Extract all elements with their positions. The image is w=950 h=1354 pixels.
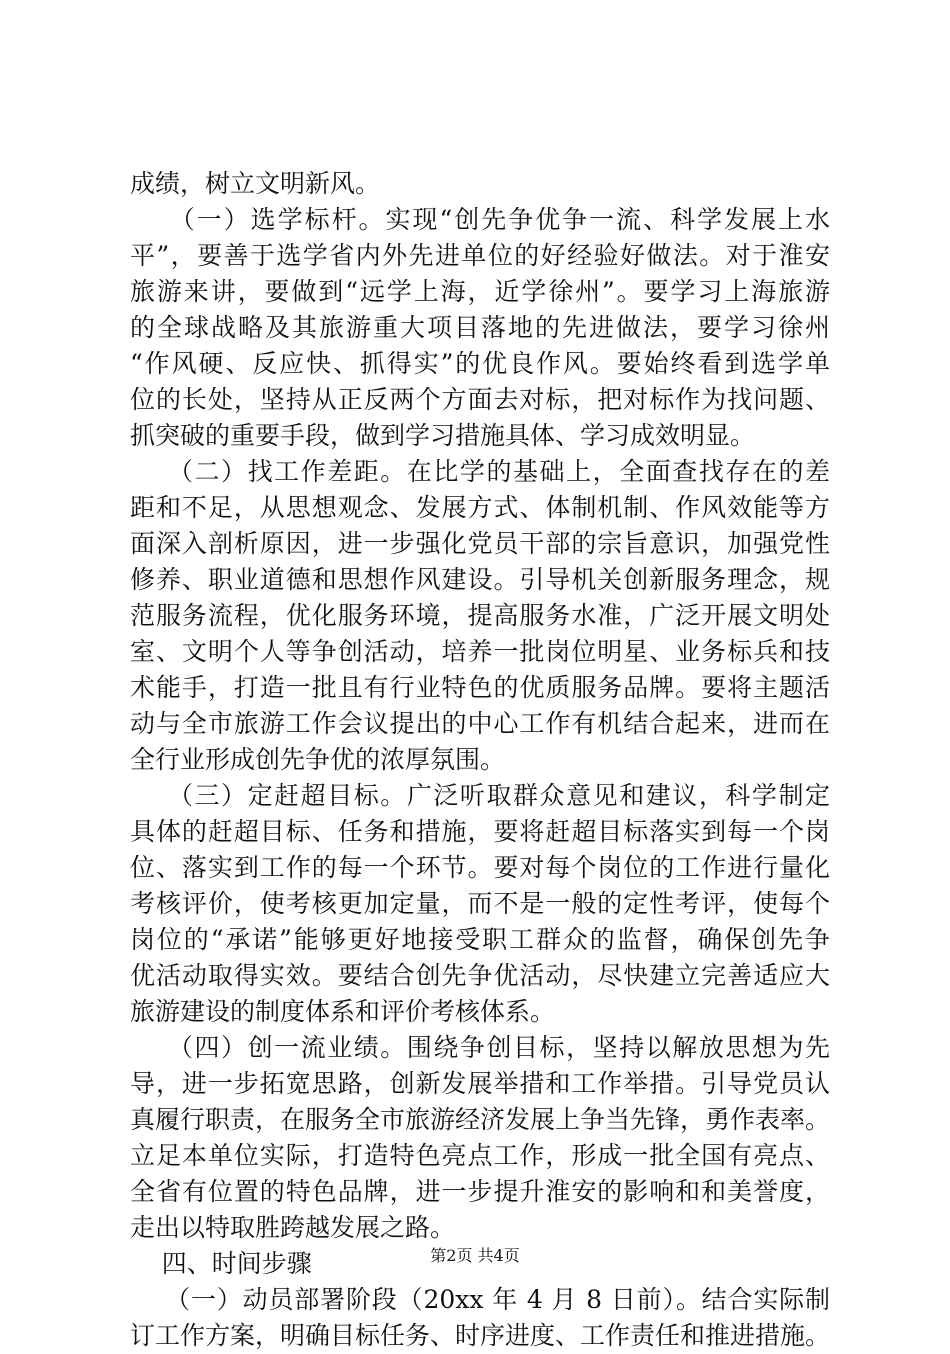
text-line: 全省有位置的特色品牌，进一步提升淮安的影响和和美誉度， <box>130 1177 830 1206</box>
text-line: 室、文明个人等争创活动，培养一批岗位明星、业务标兵和技 <box>130 637 830 666</box>
text-line: 真履行职责，在服务全市旅游经济发展上争当先锋，勇作表率。 <box>130 1105 830 1134</box>
text-line: （三）定赶超目标。广泛听取群众意见和建议，科学制定 <box>130 781 830 810</box>
text-line: 考核评价，使考核更加定量，而不是一般的定性考评，使每个 <box>130 889 830 918</box>
text-line: （一）选学标杆。实现“创先争优争一流、科学发展上水 <box>130 205 830 234</box>
text-line: 旅游来讲，要做到“远学上海，近学徐州”。要学习上海旅游 <box>130 277 830 306</box>
text-line: 位的长处，坚持从正反两个方面去对标，把对标作为找问题、 <box>130 385 830 414</box>
text-line: 订工作方案，明确目标任务、时序进度、工作责任和推进措施。 <box>130 1321 830 1350</box>
text-line: 岗位的“承诺”能够更好地接受职工群众的监督，确保创先争 <box>130 925 830 954</box>
text-line: 导，进一步拓宽思路，创新发展举措和工作举措。引导党员认 <box>130 1069 830 1098</box>
text-line: 的全球战略及其旅游重大项目落地的先进做法，要学习徐州 <box>130 313 830 342</box>
text-line: 修养、职业道德和思想作风建设。引导机关创新服务理念，规 <box>130 565 830 594</box>
text-line: 走出以特取胜跨越发展之路。 <box>130 1213 456 1242</box>
text-line: （四）创一流业绩。围绕争创目标，坚持以解放思想为先 <box>130 1033 830 1062</box>
text-line: 动与全市旅游工作会议提出的中心工作有机结合起来，进而在 <box>130 709 830 738</box>
text-line: 距和不足，从思想观念、发展方式、体制机制、作风效能等方 <box>130 493 830 522</box>
text-line: 面深入剖析原因，进一步强化党员干部的宗旨意识，加强党性 <box>130 529 830 558</box>
text-line: 抓突破的重要手段，做到学习措施具体、学习成效明显。 <box>130 421 756 450</box>
text-line: 范服务流程，优化服务环境，提高服务水准，广泛开展文明处 <box>130 601 830 630</box>
text-line: 四、时间步骤 <box>130 1249 312 1278</box>
text-line: 全行业形成创先争优的浓厚氛围。 <box>130 745 506 774</box>
text-line: 具体的赶超目标、任务和措施，要将赶超目标落实到每一个岗 <box>130 817 830 846</box>
text-line: 立足本单位实际，打造特色亮点工作，形成一批全国有亮点、 <box>130 1141 830 1170</box>
page-footer: 第2页 共4页 <box>430 1246 520 1265</box>
text-line: 成绩，树立文明新风。 <box>130 169 381 198</box>
text-line: “作风硬、反应快、抓得实”的优良作风。要始终看到选学单 <box>130 349 830 378</box>
text-line: 位、落实到工作的每一个环节。要对每个岗位的工作进行量化 <box>130 853 830 882</box>
text-line: （一）动员部署阶段（20xx 年 4 月 8 日前）。结合实际制 <box>130 1285 830 1314</box>
text-line: 旅游建设的制度体系和评价考核体系。 <box>130 997 556 1026</box>
text-line: 术能手，打造一批且有行业特色的优质服务品牌。要将主题活 <box>130 673 830 702</box>
document-body <box>130 166 830 1354</box>
text-line: 平”，要善于选学省内外先进单位的好经验好做法。对于淮安 <box>130 241 830 270</box>
text-line: 优活动取得实效。要结合创先争优活动，尽快建立完善适应大 <box>130 961 830 990</box>
text-line: （二）找工作差距。在比学的基础上，全面查找存在的差 <box>130 457 830 486</box>
